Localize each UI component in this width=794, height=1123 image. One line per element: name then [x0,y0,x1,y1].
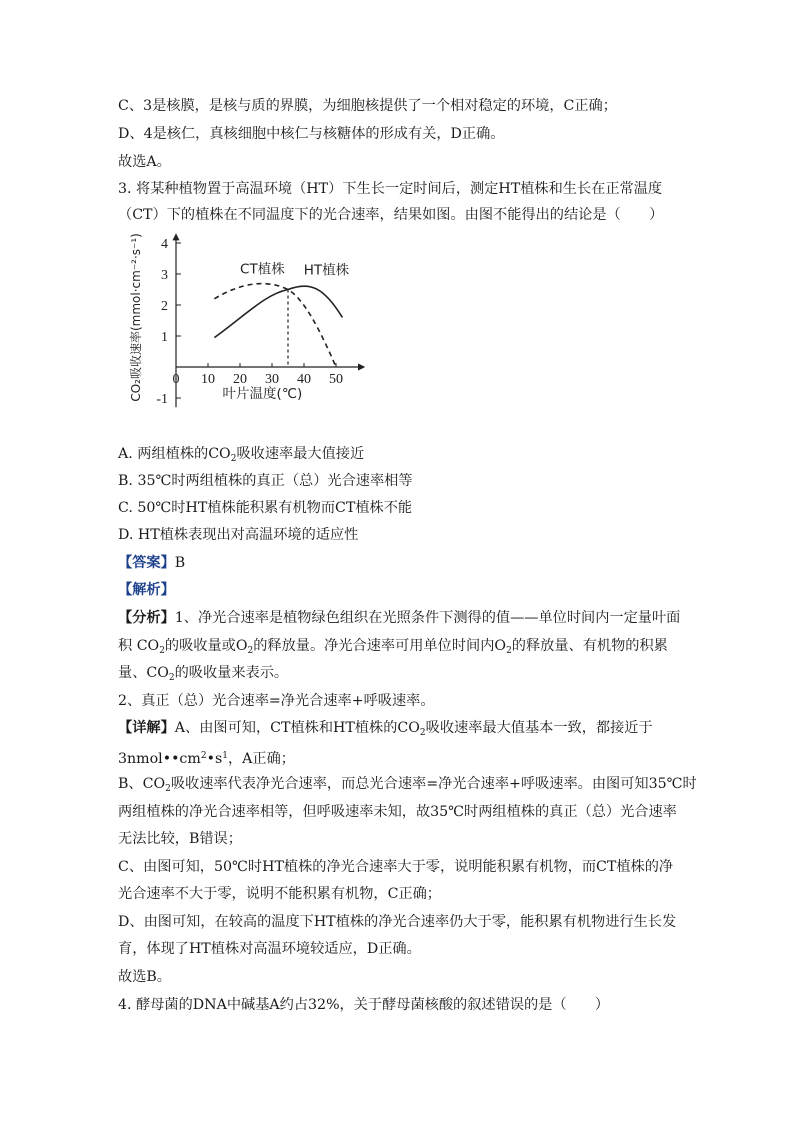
detail-b-line1: B、$CO_2$吸收速率代表净光合速率，而总光合速率=净光合速率+呼吸速率。由图可知35℃时 [118,776,697,794]
x-tick-label: 40 [297,372,311,387]
analysis-point-2: 2、真正（总）光合速率=净光合速率+呼吸速率。 [118,693,435,709]
x-tick-label: 10 [201,372,215,387]
question-3-stem-line1: 3. 将某种植物置于高温环境（HT）下生长一定时间后，测定HT植株和生长在正常温度 [118,181,663,197]
detail-c-line1: C、由图可知，50℃时HT植株的净光合速率大于零，说明能积累有机物，而CT植株的净 [118,859,674,875]
y-tick-label: -1 [156,392,168,407]
option-a[interactable]: A. 两组植株的$CO_2$吸收速率最大值接近 [118,446,365,464]
x-tick-label: 30 [265,372,279,387]
x-tick-label: 20 [233,372,247,387]
ht-curve [214,286,342,337]
ht-series-label: HT植株 [303,262,350,279]
detail-conclusion: 故选B。 [118,969,171,985]
detail-b-line3: 无法比较，B错误； [118,831,242,847]
answer: 【答案】B [118,555,186,571]
option-c-explanation: C、3是核膜，是核与质的界膜，为细胞核提供了一个相对稳定的环境，C正确； [118,98,617,114]
detail-a-line2: $3nmol••cm^2•s^1$，A正确； [118,751,295,767]
y-tick-label: 1 [161,330,168,345]
x-tick-label: 50 [329,372,343,387]
x-axis-label: 叶片温度(℃) [222,386,303,402]
option-d-explanation: D、4是核仁，真核细胞中核仁与核糖体的形成有关，D正确。 [118,126,505,142]
option-b[interactable]: B. 35℃时两组植株的真正（总）光合速率相等 [118,473,413,489]
analysis-point-1-line3: 量、$CO_2$的吸收量来表示。 [118,665,289,683]
analysis-point-1-line1: 【分析】1、净光合速率是植物绿色组织在光照条件下测得的值——单位时间内一定量叶面 [118,610,681,626]
option-c[interactable]: C. 50℃时HT植株能积累有机物而CT植株不能 [118,500,413,516]
y-axis-label: CO₂吸收速率(mmol·cm⁻²·s⁻¹) [129,233,143,402]
ct-series-label: CT植株 [240,261,285,278]
analysis-heading: 【解析】 [118,582,175,598]
question-4-stem: 4. 酵母菌的DNA中碱基A约占32%，关于酵母菌核酸的叙述错误的是（ ） [118,997,610,1013]
question-3-stem-line2: （CT）下的植株在不同温度下的光合速率，结果如图。由图不能得出的结论是（ ） [118,207,664,223]
detail-d-line2: 育，体现了HT植株对高温环境较适应，D正确。 [118,941,421,957]
y-tick-label: 3 [161,268,168,283]
y-tick-label: 4 [161,237,168,252]
y-tick-label: 2 [161,299,168,314]
choice-conclusion: 故选A。 [118,154,171,170]
option-d[interactable]: D. HT植株表现出对高温环境的适应性 [118,527,359,543]
analysis-point-1-line2: 积 $CO_2$的吸收量或$O_2$的释放量。净光合速率可用单位时间内$O_2$的释放量、有机物的积累 [118,638,668,656]
co2-absorption-chart [118,230,378,410]
detail-c-line2: 光合速率不大于零，说明不能积累有机物，C正确； [118,886,441,902]
ct-curve [214,284,336,367]
detail-d-line1: D、由图可知，在较高的温度下HT植株的净光合速率仍大于零，能积累有机物进行生长发 [118,914,677,930]
detail-b-line2: 两组植株的净光合速率相等，但呼吸速率未知，故35℃时两组植株的真正（总）光合速率 [118,804,677,820]
x-tick-label: 0 [172,372,180,387]
detail-a-line1: 【详解】A、由图可知，CT植株和HT植株的$CO_2$吸收速率最大值基本一致，都接近于 [118,720,653,738]
